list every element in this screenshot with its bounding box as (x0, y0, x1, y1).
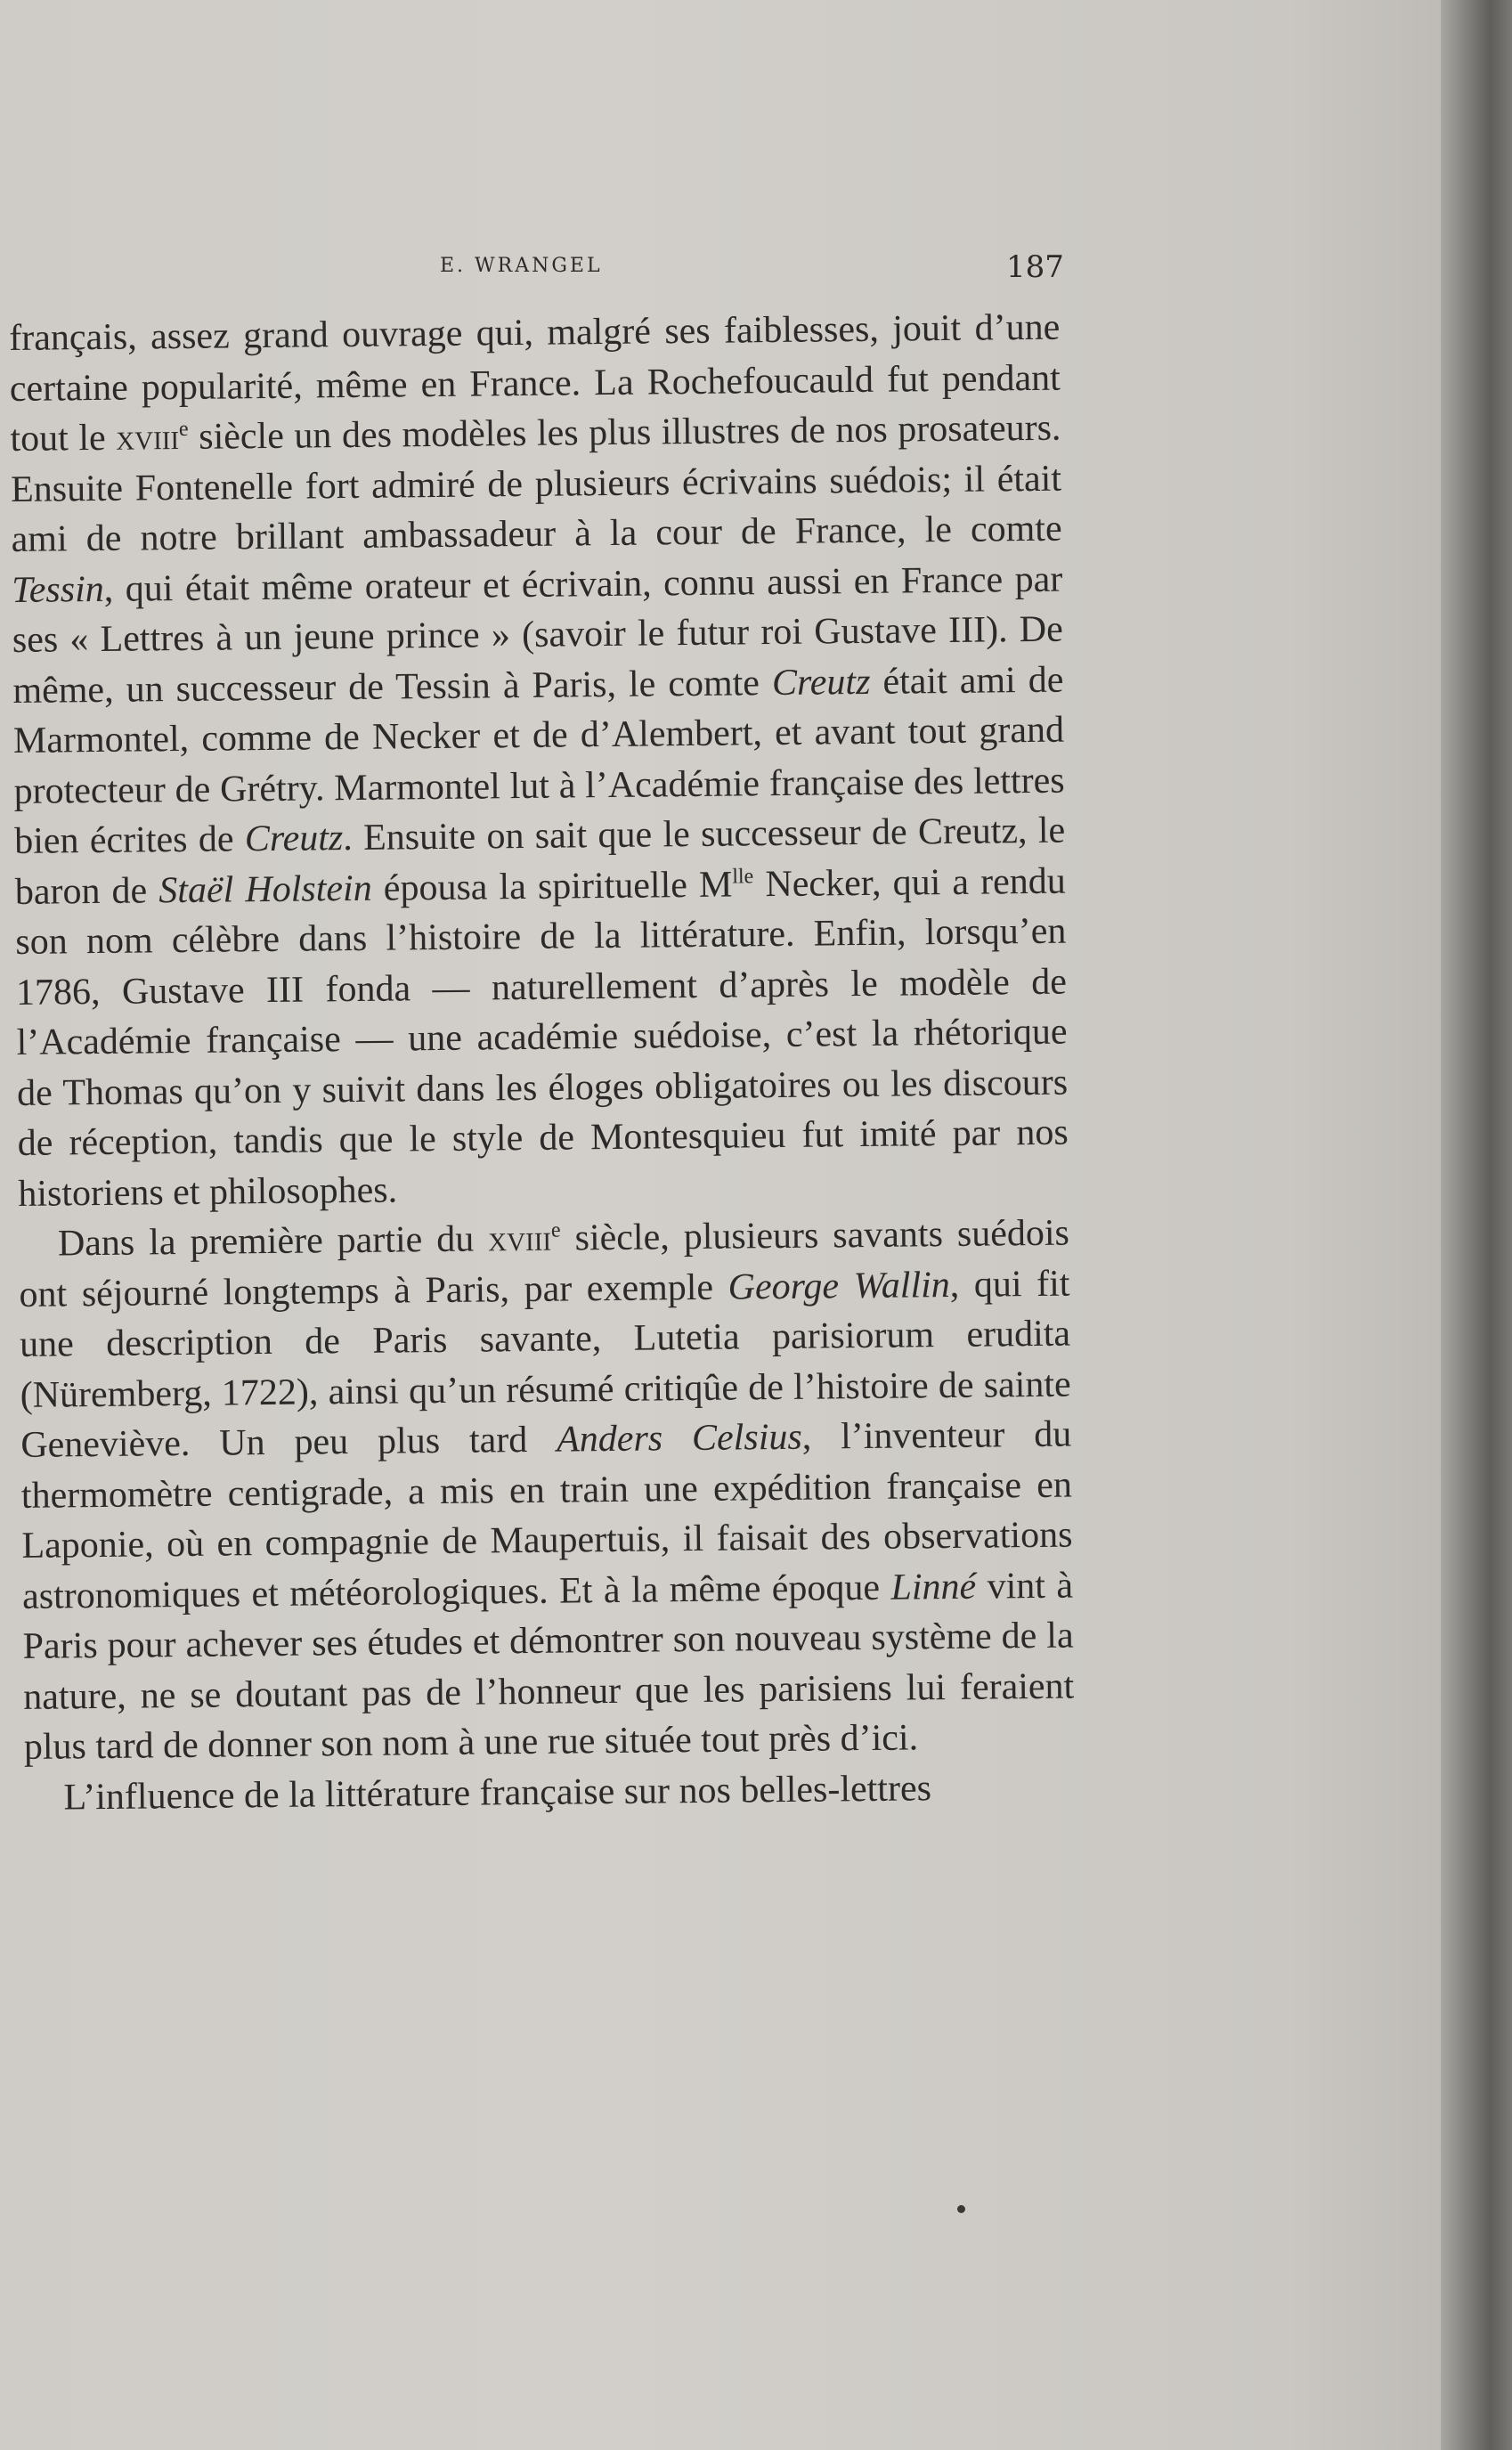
text-run: siècle un des modèles les plus illustres de nos prosateurs. Ensuite Fontenelle fort admiré de plusieurs écrivains suédois; il était ami de notre brillant ambassadeur à la cour de France, le comte (10, 407, 1062, 560)
italic-name-linne: Linné (890, 1566, 977, 1608)
italic-name-creutz: Creutz (244, 818, 344, 860)
text-run: français, assez grand ouvrage qui, malgré ses faiblesses, jouit d’une certaine popularité, même en France. La Rochefoucauld fut pendant tout le (9, 306, 1061, 460)
italic-name-wallin: George Wallin (728, 1264, 951, 1308)
italic-name-tessin: Tessin (12, 568, 105, 611)
text-run: . Ensuite on sait que le successeur de Creutz, le baron de (14, 810, 1066, 913)
text-run: épousa la spirituelle M (371, 864, 733, 909)
paragraph-1 (9, 303, 1069, 1219)
italic-name-stael-holstein: Staël Holstein (159, 867, 372, 911)
page-header (0, 249, 1069, 290)
text-run: , l’inventeur du thermomètre centigrade, a mis en train une expédition française en Laponie, où en compagnie de Maupertuis, il faisait des observations astronomiques et météorologiques. Et à la même époque (20, 1413, 1073, 1617)
superscript: e (550, 1218, 561, 1242)
running-head: E. WRANGEL (440, 255, 603, 277)
text-run: Necker, qui a rendu son nom célèbre dans l’histoire de la littérature. Enfin, lorsqu’en 1786, Gustave III fonda — naturellement d’après le modèle de l’Académie française — une académie suédoise, c’est la rhétorique de Thomas qu’on y suivit dans les éloges obligatoires ou les discours de réception, tandis que le style de Montesquieu fut imité par nos historiens et philosophes. (15, 860, 1069, 1215)
italic-name-creutz: Creutz (771, 661, 871, 704)
century-numeral: xviii (487, 1217, 552, 1260)
book-spine-edge (1441, 0, 1512, 2450)
page-number: 187 (1006, 249, 1064, 285)
body-text (9, 303, 1076, 1823)
ink-speck (957, 2205, 965, 2213)
text-run: , qui était même orateur et écrivain, connu aussi en France par ses « Lettres à un jeune prince » (savoir le futur roi Gustave III). De même, un successeur de Tessin à Paris, le comte (12, 558, 1064, 712)
paragraph-3 (24, 1762, 1076, 1823)
superscript: lle (732, 864, 754, 889)
superscript: e (178, 417, 189, 442)
century-numeral: xviii (115, 417, 180, 459)
text-run: vint à Paris pour achever ses études et démontrer son nouveau système de la nature, ne se doutant pas de l’honneur que les parisiens lui feraient plus tard de donner son nom à une rue située tout près d’ici. (22, 1565, 1075, 1768)
text-run: siècle, plusieurs savants suédois ont séjourné longtemps à Paris, par exemple (19, 1212, 1070, 1315)
text-run: Dans la première partie du (57, 1218, 489, 1265)
paragraph-2 (19, 1209, 1075, 1773)
italic-name-celsius: Anders Celsius (556, 1416, 802, 1461)
text-run: , qui fit une description de Paris savante, Lutetia parisiorum erudita (Nüremberg, 1722), ainsi qu’un résumé critiqûe de l’histoire de sainte Geneviève. Un peu plus tard (19, 1263, 1071, 1466)
text-run: était ami de Marmontel, comme de Necker et de d’Alembert, et avant tout grand protecteur de Grétry. Marmontel lut à l’Académie française des lettres bien écrites de (12, 659, 1065, 862)
text-run: L’influence de la littérature française sur nos belles-lettres (63, 1767, 932, 1818)
